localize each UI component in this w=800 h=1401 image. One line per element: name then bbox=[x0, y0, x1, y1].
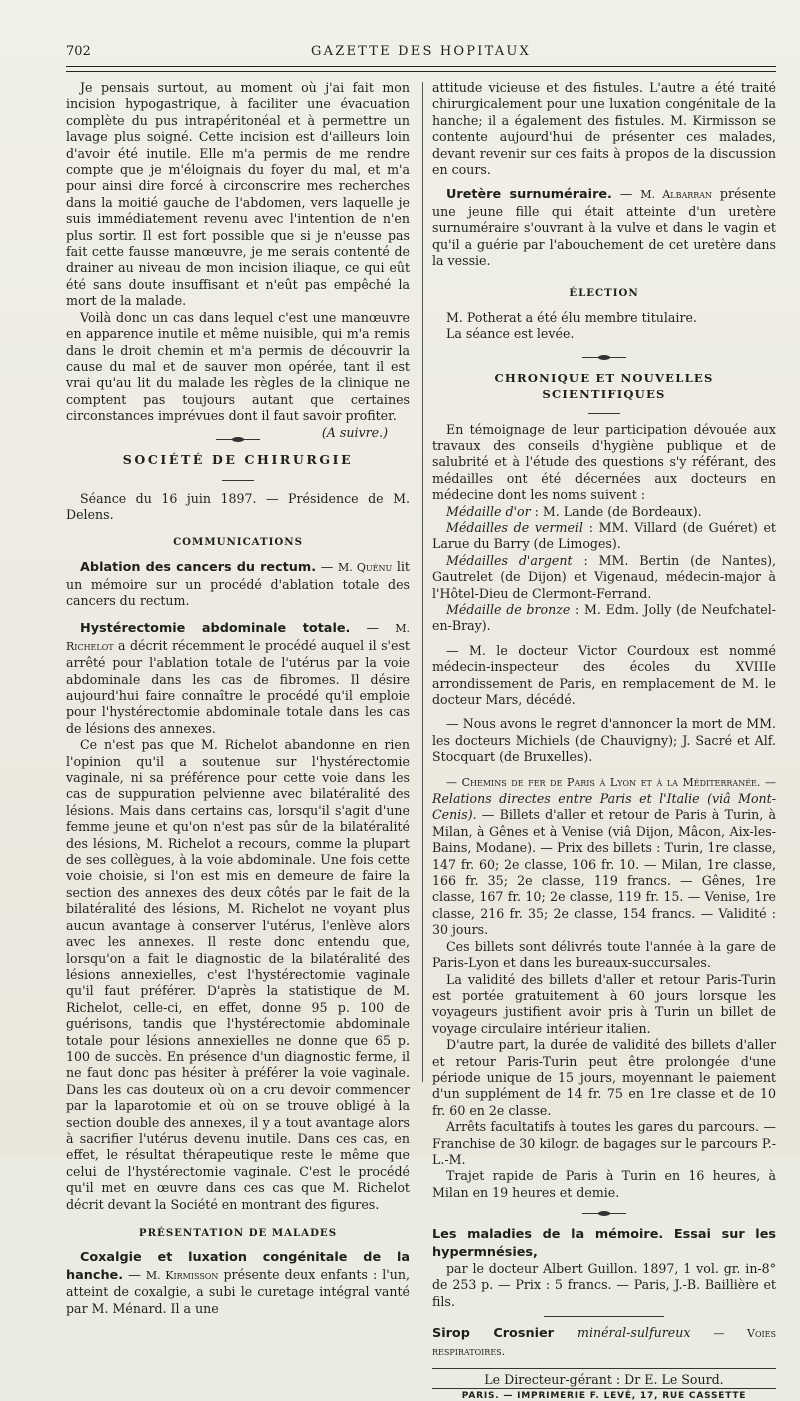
printer-imprint: PARIS. — IMPRIMERIE F. LEVÉ, 17, RUE CASSETTE bbox=[461, 1391, 747, 1401]
ornament-divider bbox=[582, 357, 626, 358]
subsection-title: ÉLECTION bbox=[569, 287, 639, 300]
paragraph: Ces billets sont délivrés toute l'année à la gare de Paris-Lyon et dans les bureaux-succursales. bbox=[432, 938, 776, 971]
subsection-title: PRÉSENTATION DE MALADES bbox=[138, 1227, 338, 1239]
paragraph: attitude vicieuse et des fistules. L'autre a été traité chirurgicalement pour une luxation congénitale de la hanche; il a également des fistules. M. Kirmisson se contente aujourd'hui de présenter ces malades, devant revenir sur ces faits à propos de la discussion en cours. bbox=[432, 80, 776, 178]
paragraph: — Chemins de fer de Paris à Lyon et à la Méditerranée. — Relations directes entre Paris et l'Italie (viâ Mont-Cenis). — Billets d'aller et retour de Paris à Turin, à Milan, à Gênes et à Venise (viâ Dijon, Mâcon, Aix-les-Bains, Modane). — Prix des billets : Turin, 1re classe, 147 fr. 60; 2e classe, 106 fr. 10. — Milan, 1re classe, 166 fr. 35; 2e classe, 119 francs. — Gênes, 1re classe, 167 fr. 10; 2e classe, 119 fr. 15. — Venise, 1re classe, 216 fr. 35; 2e classe, 154 francs. — Validité : 30 jours. bbox=[432, 775, 776, 938]
communication-entry: Ablation des cancers du rectum. — M. Quénu lit un mémoire sur un procédé d'ablation totale des cancers du rectum. bbox=[66, 559, 410, 608]
ornament-divider bbox=[216, 439, 260, 440]
paragraph: Voilà donc un cas dans lequel c'est une manœuvre en apparence inutile et même nuisible, qui m'a remis dans le droit chemin et m'a permis de découvrir la cause du mal et de sauver mon opérée, tant il est vrai qu'au lit du malade les règles de la clinique ne comptent pas toujours autant que certaines circonstances imprévues dont il faut savoir profiter. (A suivre.) bbox=[66, 309, 410, 440]
header-rule bbox=[66, 66, 776, 72]
right-column bbox=[432, 80, 776, 1401]
paragraph: D'autre part, la durée de validité des billets d'aller et retour Paris-Turin peut être prolongée d'une période unique de 15 jours, moyennant le paiement d'un supplément de 14 fr. 75 en 1re classe et de 10 fr. 60 en 2e classe. bbox=[432, 1037, 776, 1118]
paragraph: La séance est levée. bbox=[446, 326, 575, 342]
advert-line: Sirop Crosnier minéral-sulfureux — Voies respiratoires. bbox=[432, 1325, 776, 1358]
ornament-divider bbox=[582, 1213, 626, 1214]
session-line: Séance du 16 juin 1897. — Présidence de M. Delens. bbox=[66, 490, 410, 523]
paragraph: Ce n'est pas que M. Richelot abandonne en rien l'opinion qu'il a soutenue sur l'hystérectomie vaginale, ni sa préférence pour cette voie dans les cas de suppuration pelvienne avec bilatéralité des lésions. Mais dans certains cas, lorsqu'il s'agit d'une femme jeune et qu'on n'est pas sûr de la bilatéralité des lésions, M. Richelot a recours, comme la plupart de ses collègues, à la voie abdominale. Une fois cette voie choisie, si l'on est mis en demeure de faire la section des annexes des deux côtés par le fait de la bilatéralité des lésions, M. Richelot ne voyant plus aucun avantage à conserver l'utérus, l'enlève alors avec les annexes. Il reste donc entendu que, lorsqu'on a fait le diagnostic de la bilatéralité des lésions annexielles, c'est l'hystérectomie vaginale qu'il faut préférer. D'après la statistique de M. Richelot, celle-ci, en effet, donne 95 p. 100 de guérisons, tandis que l'hystérectomie abdominale totale pour lésions annexielles ne donne que 65 p. 100 de succès. En présence d'un diagnostic ferme, il ne faut donc pas hésiter à préférer la voie vaginale. Dans les cas douteux où on a cru devoir commencer par la laparotomie et où on se trouve obligé à la section double des annexes, il y a tout avantage alors à sacrifier l'utérus devenu inutile. Dans ces cas, en effet, le résultat thérapeutique reste le même que celui de l'hystérectomie vaginale. C'est le procédé qu'il met en œuvre dans ces cas que M. Richelot décrit devant la Société en montrant des figures. bbox=[66, 737, 410, 1212]
medal-line: Médaille d'or : M. Lande (de Bordeaux). bbox=[446, 503, 702, 519]
paragraph: M. Potherat a été élu membre titulaire. bbox=[446, 309, 697, 325]
paragraph: — Nous avons le regret d'annoncer la mort de MM. les docteurs Michiels (de Chauvigny); J. Sacré et Alf. Stocquart (de Bruxelles). bbox=[432, 716, 776, 765]
column-divider bbox=[422, 82, 423, 1082]
book-notice-text: par le docteur Albert Guillon. 1897, 1 vol. gr. in-8° de 253 p. — Prix : 5 francs. — Paris, J.-B. Baillière et fils. bbox=[432, 1261, 776, 1309]
journal-title: GAZETTE DES HOPITAUX bbox=[311, 44, 531, 59]
left-column bbox=[66, 80, 410, 1317]
book-notice: Les maladies de la mémoire. Essai sur les hypermnésies, bbox=[432, 1227, 776, 1260]
paragraph: Arrêts facultatifs à toutes les gares du parcours. — Franchise de 30 kilogr. de bagages sur le parcours P.-L.-M. bbox=[432, 1119, 776, 1167]
medal-line: Médaille de bronze : M. Edm. Jolly (de Neufchatel-en-Bray). bbox=[432, 601, 776, 634]
medal-line: Médailles de vermeil : MM. Villard (de Guéret) et Larue du Barry (de Limoges). bbox=[432, 519, 776, 552]
director-line: Le Directeur-gérant : Dr E. Le Sourd. bbox=[484, 1372, 724, 1388]
paragraph: Je pensais surtout, au moment où j'ai fait mon incision hypogastrique, à faciliter une évacuation complète du pus intrapéritonéal et à permettre un lavage plus soigné. Cette incision est d'ailleurs loin d'avoir été inutile. Elle m'a permis de me rendre compte que je m'éloignais du foyer du mal, et m'a pour ainsi dire forcé à circonscrire mes recherches dans la moitié gauche de l'abdomen, vers laquelle je suis immédiatement revenu avec l'intention de n'en plus sortir. Il est fort possible que si je n'eusse pas fait cette fausse manœuvre, je me serais contenté de drainer au niveau de mon incision iliaque, ce qui eût été sans doute insuffisant et n'eût pas empêché la mort de la malade. bbox=[66, 80, 410, 309]
page-number: 702 bbox=[66, 44, 91, 59]
page-header bbox=[66, 44, 776, 64]
paragraph: Trajet rapide de Paris à Turin en 16 heures, à Milan en 19 heures et demie. bbox=[432, 1168, 776, 1200]
medal-line: Médailles d'argent : MM. Bertin (de Nantes), Gautrelet (de Dijon) et Vigenaud, médecin-major à l'Hôtel-Dieu de Clermont-Ferrand. bbox=[432, 552, 776, 601]
subsection-title: COMMUNICATIONS bbox=[173, 535, 303, 548]
communication-entry: Hystérectomie abdominale totale. — M. Richelot a décrit récemment le procédé auquel il s'est arrêté pour l'ablation totale de l'utérus par la voie abdominale dans les cas de fibromes. Il désire aujourd'hui faire connaître le procédé qu'il emploie pour l'hystérectomie abdominale totale dans les cas de lésions des annexes. bbox=[66, 620, 410, 736]
section-title: CHRONIQUE ET NOUVELLES SCIENTIFIQUES bbox=[494, 370, 714, 402]
communication-entry: Coxalgie et luxation congénitale de la hanche. — M. Kirmisson présente deux enfants : l'un, atteint de coxalgie, a subi le curetage intégral vanté par M. Ménard. Il a une bbox=[66, 1250, 410, 1316]
paragraph: La validité des billets d'aller et retour Paris-Turin est portée gratuitement à 60 jours lorsque les voyageurs justifient avoir pris à Turin un billet de voyage circulaire intérieur italien. bbox=[432, 971, 776, 1036]
paragraph: — M. le docteur Victor Courdoux est nommé médecin-inspecteur des écoles du XVIIIe arrondissement de Paris, en remplacement de M. le docteur Mars, décédé. bbox=[432, 642, 776, 707]
paragraph: En témoignage de leur participation dévouée aux travaux des conseils d'hygiène publique et de salubrité et à l'étude des questions s'y référant, des médailles ont été décernées aux docteurs en médecine dont les noms suivent : bbox=[432, 421, 776, 503]
section-title: SOCIÉTÉ DE CHIRURGIE bbox=[122, 451, 354, 467]
to-be-continued: (A suivre.) bbox=[321, 424, 388, 440]
communication-entry: Uretère surnuméraire. — M. Albarran présente une jeune fille qui était atteinte d'un uretère surnuméraire s'ouvrant à la vulve et dans le vagin et qu'il a guérie par l'abouchement de cet uretère dans la vessie. bbox=[432, 186, 776, 269]
